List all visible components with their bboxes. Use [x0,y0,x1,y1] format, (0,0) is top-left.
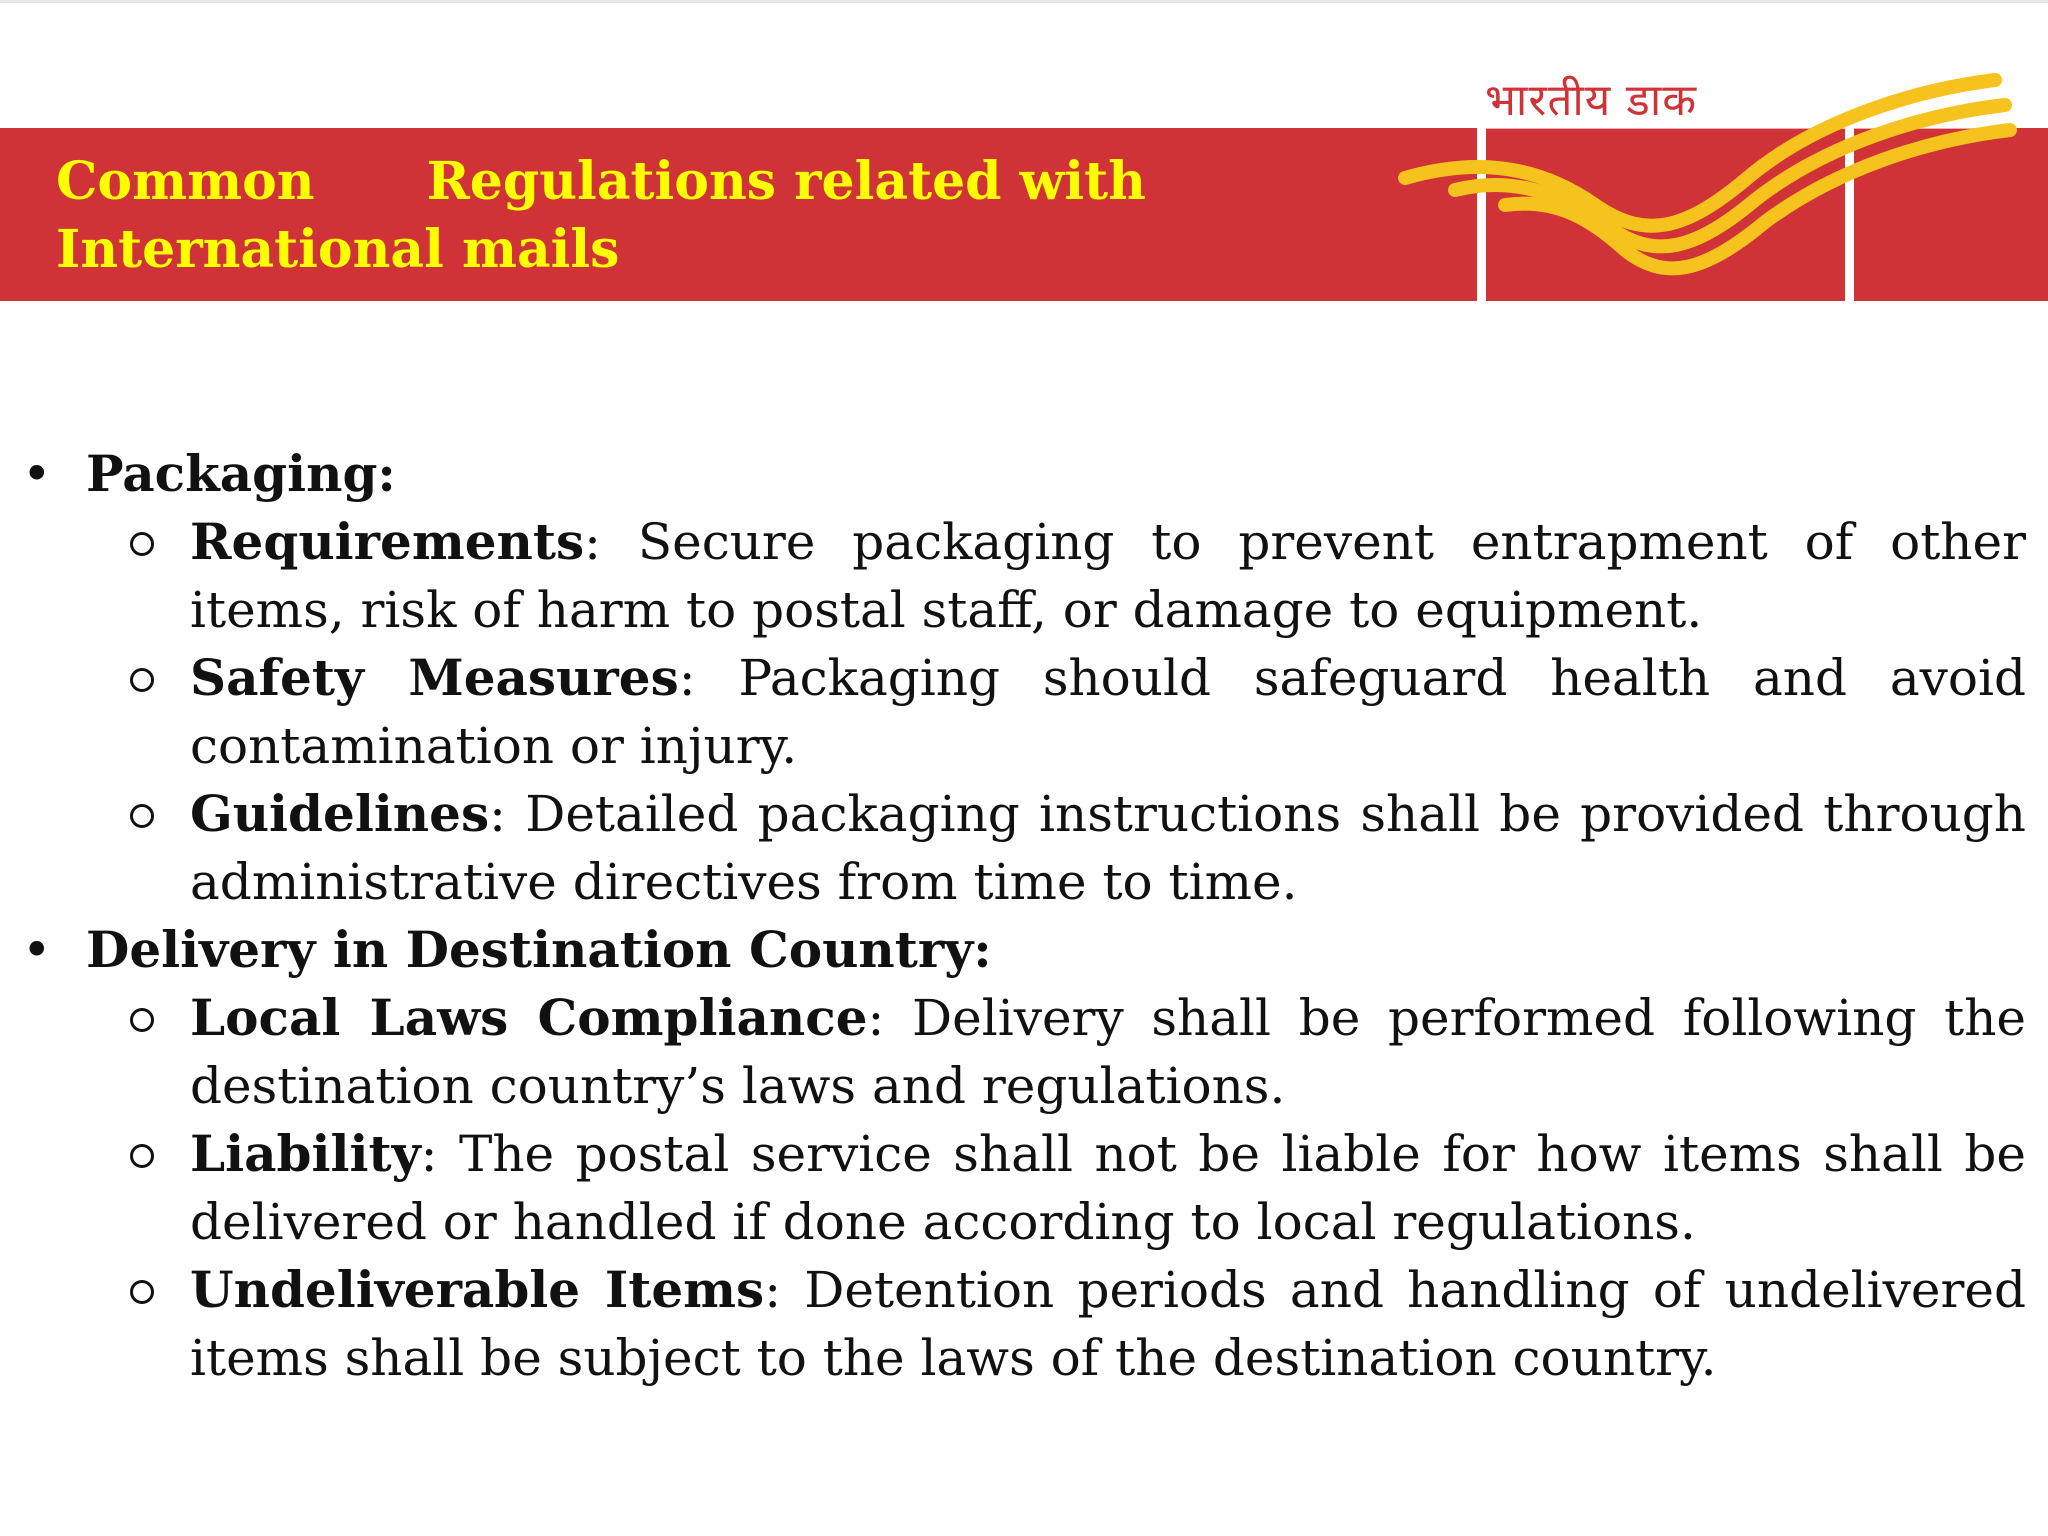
hollow-circle-icon [130,668,154,692]
item-text: Delivery shall be performed following the destination country’s laws and regulations. [190,989,2026,1115]
section-delivery [0,916,2048,984]
title-line-1 [56,148,1146,216]
item-term: Safety Measures [190,648,679,707]
item-separator: : [489,785,526,843]
item-separator: : [678,649,739,707]
item-separator: : [584,513,638,571]
item-separator: : [867,989,913,1047]
title-line-2: International mails [56,219,620,280]
list-item [0,508,2048,644]
item-term: Requirements [190,512,585,571]
item-term: Guidelines [190,784,490,843]
title-phrase-regulations: Regulations related with [426,151,1146,212]
content-body [0,440,2048,1392]
title-word-common: Common [56,151,315,212]
logo-bar-left [1477,108,1486,301]
item-term: Local Laws Compliance [190,988,868,1047]
logo-text: भारतीय डाक [1485,75,1698,126]
section-packaging [0,440,2048,508]
list-item [0,1256,2048,1392]
list-item [0,1120,2048,1256]
hollow-circle-icon [130,1280,154,1304]
item-separator: : [420,1125,459,1183]
list-item [0,780,2048,916]
hollow-circle-icon [130,1008,154,1032]
item-term: Undeliverable Items [190,1260,765,1319]
item-text: Detailed packaging instructions shall be provided through administrative directives from time to time. [190,785,2026,911]
top-rule [0,0,2048,3]
list-item [0,644,2048,780]
item-text: Detention periods and handling of undelivered items shall be subject to the laws of the destination country. [190,1261,2026,1387]
section-heading: Packaging: [86,444,396,503]
bullet-dot-icon: • [22,921,52,979]
section-heading: Delivery in Destination Country: [86,920,992,979]
item-separator: : [764,1261,805,1319]
list-item [0,984,2048,1120]
hollow-circle-icon [130,532,154,556]
hollow-circle-icon [130,1144,154,1168]
item-text: The postal service shall not be liable for how items shall be delivered or handled if done according to local regulations. [190,1125,2026,1251]
item-term: Liability [190,1124,421,1183]
page-title [56,148,1196,284]
bullet-dot-icon: • [22,445,52,503]
hollow-circle-icon [130,804,154,828]
item-text: Secure packaging to prevent entrapment of other items, risk of harm to postal staff, or damage to equipment. [190,513,2026,639]
item-text: Packaging should safeguard health and avoid contamination or injury. [190,649,2026,775]
